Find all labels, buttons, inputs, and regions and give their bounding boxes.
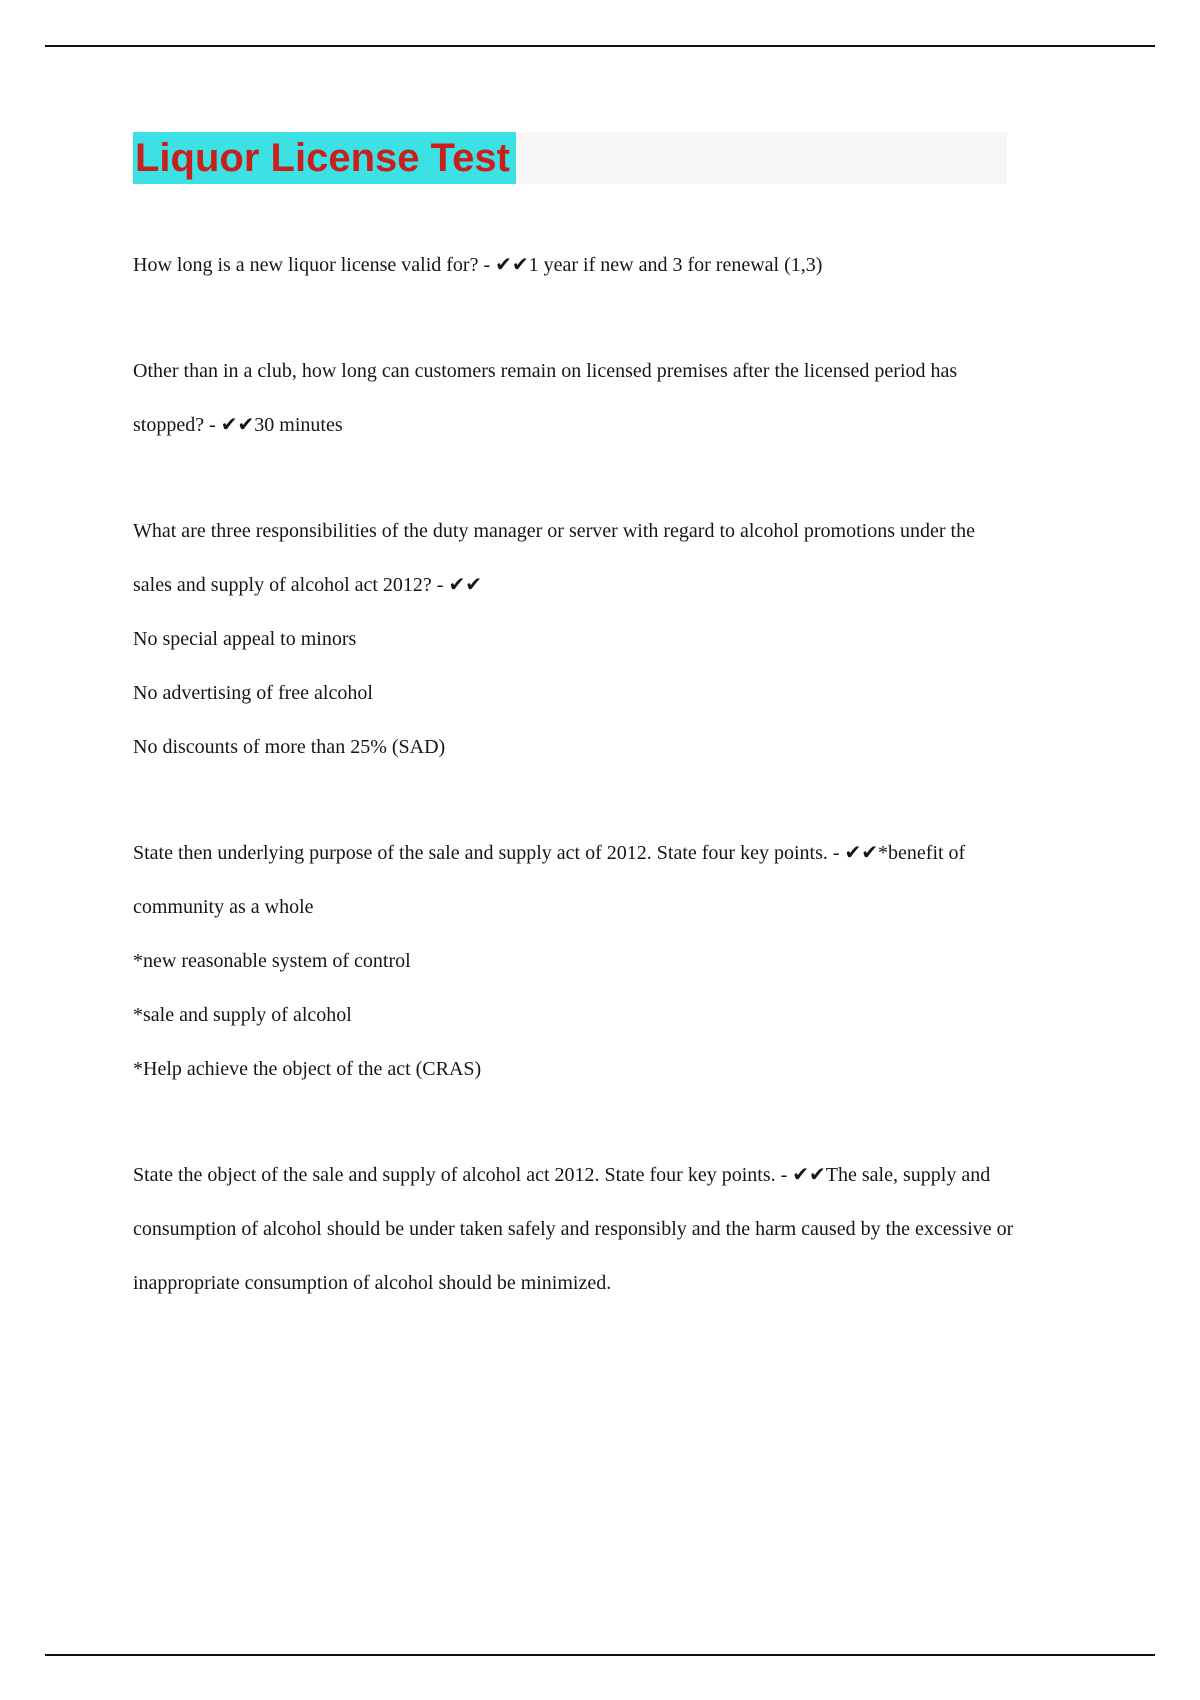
- qa-block: [133, 826, 1018, 1096]
- title-bar: [133, 132, 1007, 184]
- qa-block: [133, 238, 1018, 292]
- question-text: What are three responsibilities of the duty manager or server with regard to alcohol promotions under the sales and supply of alcohol act 2012? - ✔✔: [133, 520, 975, 596]
- bottom-rule: [45, 1654, 1155, 1656]
- answer-line: No advertising of free alcohol: [133, 682, 373, 704]
- document-content: [133, 132, 1018, 1362]
- answer-line: No discounts of more than 25% (SAD): [133, 736, 446, 758]
- answer-line: *Help achieve the object of the act (CRAS): [133, 1058, 482, 1080]
- question-answer-text: Other than in a club, how long can customers remain on licensed premises after the licensed period has stopped? - ✔✔30 minutes: [133, 360, 958, 436]
- question-answer-text: How long is a new liquor license valid for? - ✔✔1 year if new and 3 for renewal (1,3): [133, 254, 823, 276]
- page-title: Liquor License Test: [133, 132, 516, 184]
- answer-line: *new reasonable system of control: [133, 950, 411, 972]
- question-answer-text: State the object of the sale and supply of alcohol act 2012. State four key points. - ✔✔The sale, supply and consumption of alcohol should be under taken safely and responsibly and the harm caused by the excessive or inappropriate consumption of alcohol should be minimized.: [133, 1164, 1014, 1294]
- qa-block: [133, 344, 1018, 452]
- answer-line: No special appeal to minors: [133, 628, 357, 650]
- top-rule: [45, 45, 1155, 47]
- qa-block: [133, 1148, 1018, 1310]
- answer-line: *sale and supply of alcohol: [133, 1004, 352, 1026]
- question-text: State then underlying purpose of the sale and supply act of 2012. State four key points. - ✔✔*benefit of community as a whole: [133, 842, 966, 918]
- qa-block: [133, 504, 1018, 774]
